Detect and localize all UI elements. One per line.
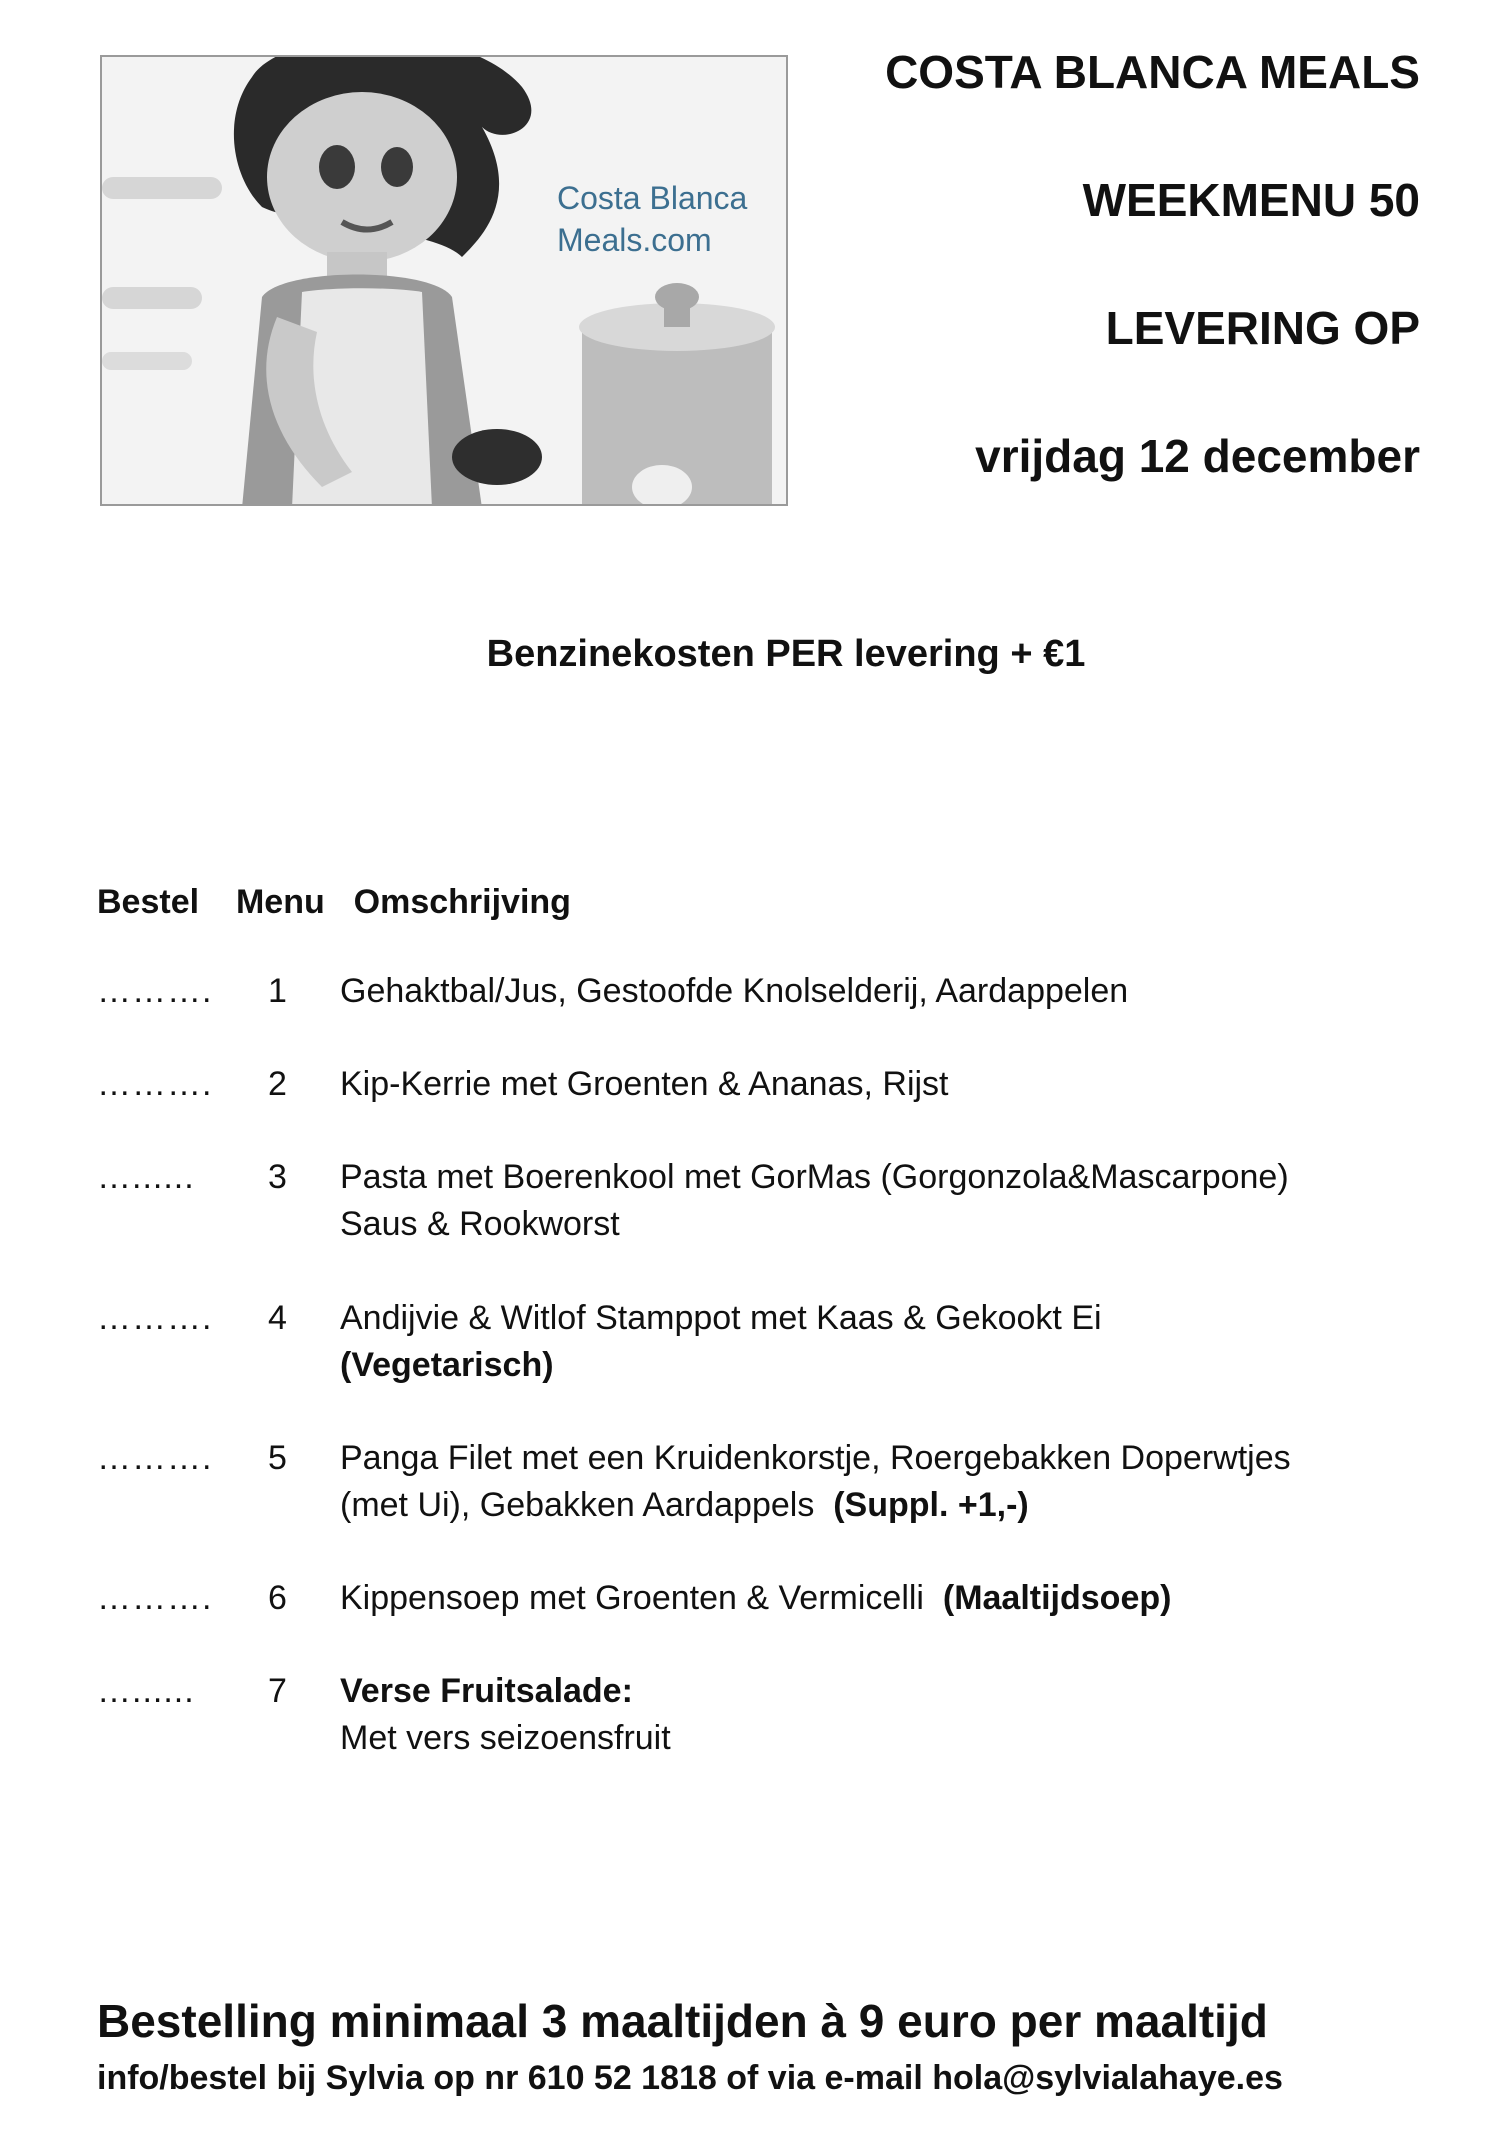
order-field[interactable]: ………. bbox=[97, 1439, 213, 1477]
col-description: Omschrijving bbox=[353, 883, 571, 921]
page-title: COSTA BLANCA MEALS bbox=[885, 46, 1420, 98]
menu-description: Verse Fruitsalade: Met vers seizoensfruit bbox=[340, 1672, 671, 1757]
order-field[interactable]: ………. bbox=[97, 1579, 213, 1617]
menu-number: 5 bbox=[268, 1439, 287, 1477]
chef-illustration bbox=[102, 57, 788, 506]
menu-number: 7 bbox=[268, 1672, 287, 1710]
menu-description: Pasta met Boerenkool met GorMas (Gorgonzola&Mascarpone) Saus & Rookworst bbox=[340, 1158, 1289, 1243]
menu-number: 6 bbox=[268, 1579, 287, 1617]
order-field[interactable]: …...... bbox=[97, 1158, 195, 1196]
menu-number: 3 bbox=[268, 1158, 287, 1196]
logo-text bbox=[557, 177, 747, 261]
weekmenu-title: WEEKMENU 50 bbox=[1082, 174, 1420, 226]
menu-description: Andijvie & Witlof Stamppot met Kaas & Gekookt Ei (Vegetarisch) bbox=[340, 1299, 1102, 1384]
order-field[interactable]: ………. bbox=[97, 972, 213, 1010]
menu-description: Gehaktbal/Jus, Gestoofde Knolselderij, Aardappelen bbox=[340, 972, 1129, 1010]
delivery-label: LEVERING OP bbox=[1105, 302, 1420, 354]
menu-number: 2 bbox=[268, 1065, 287, 1103]
fuel-cost-note: Benzinekosten PER levering + €1 bbox=[486, 633, 1086, 675]
order-field[interactable]: …...... bbox=[97, 1672, 195, 1710]
menu-number: 4 bbox=[268, 1299, 287, 1337]
logo-line-2: Meals.com bbox=[557, 222, 712, 258]
logo-line-1: Costa Blanca bbox=[557, 180, 748, 216]
logo-image bbox=[100, 55, 788, 506]
contact-info: info/bestel bij Sylvia op nr 610 52 1818 of via e-mail hola@sylvialahaye.es bbox=[97, 2059, 1283, 2097]
delivery-date: vrijdag 12 december bbox=[975, 430, 1420, 482]
col-order: Bestel bbox=[97, 883, 200, 921]
order-field[interactable]: ………. bbox=[97, 1065, 213, 1103]
menu-description: Kippensoep met Groenten & Vermicelli (Maaltijdsoep) bbox=[340, 1579, 1172, 1617]
table-header bbox=[97, 882, 571, 922]
menu-number: 1 bbox=[268, 972, 287, 1010]
menu-description: Panga Filet met een Kruidenkorstje, Roergebakken Doperwtjes (met Ui), Gebakken Aardappels (Suppl. +1,-) bbox=[340, 1439, 1291, 1524]
order-field[interactable]: ………. bbox=[97, 1299, 213, 1337]
col-menu: Menu bbox=[235, 883, 325, 921]
order-minimum-note: Bestelling minimaal 3 maaltijden à 9 euro per maaltijd bbox=[97, 1995, 1268, 2047]
menu-description: Kip-Kerrie met Groenten & Ananas, Rijst bbox=[340, 1065, 949, 1103]
